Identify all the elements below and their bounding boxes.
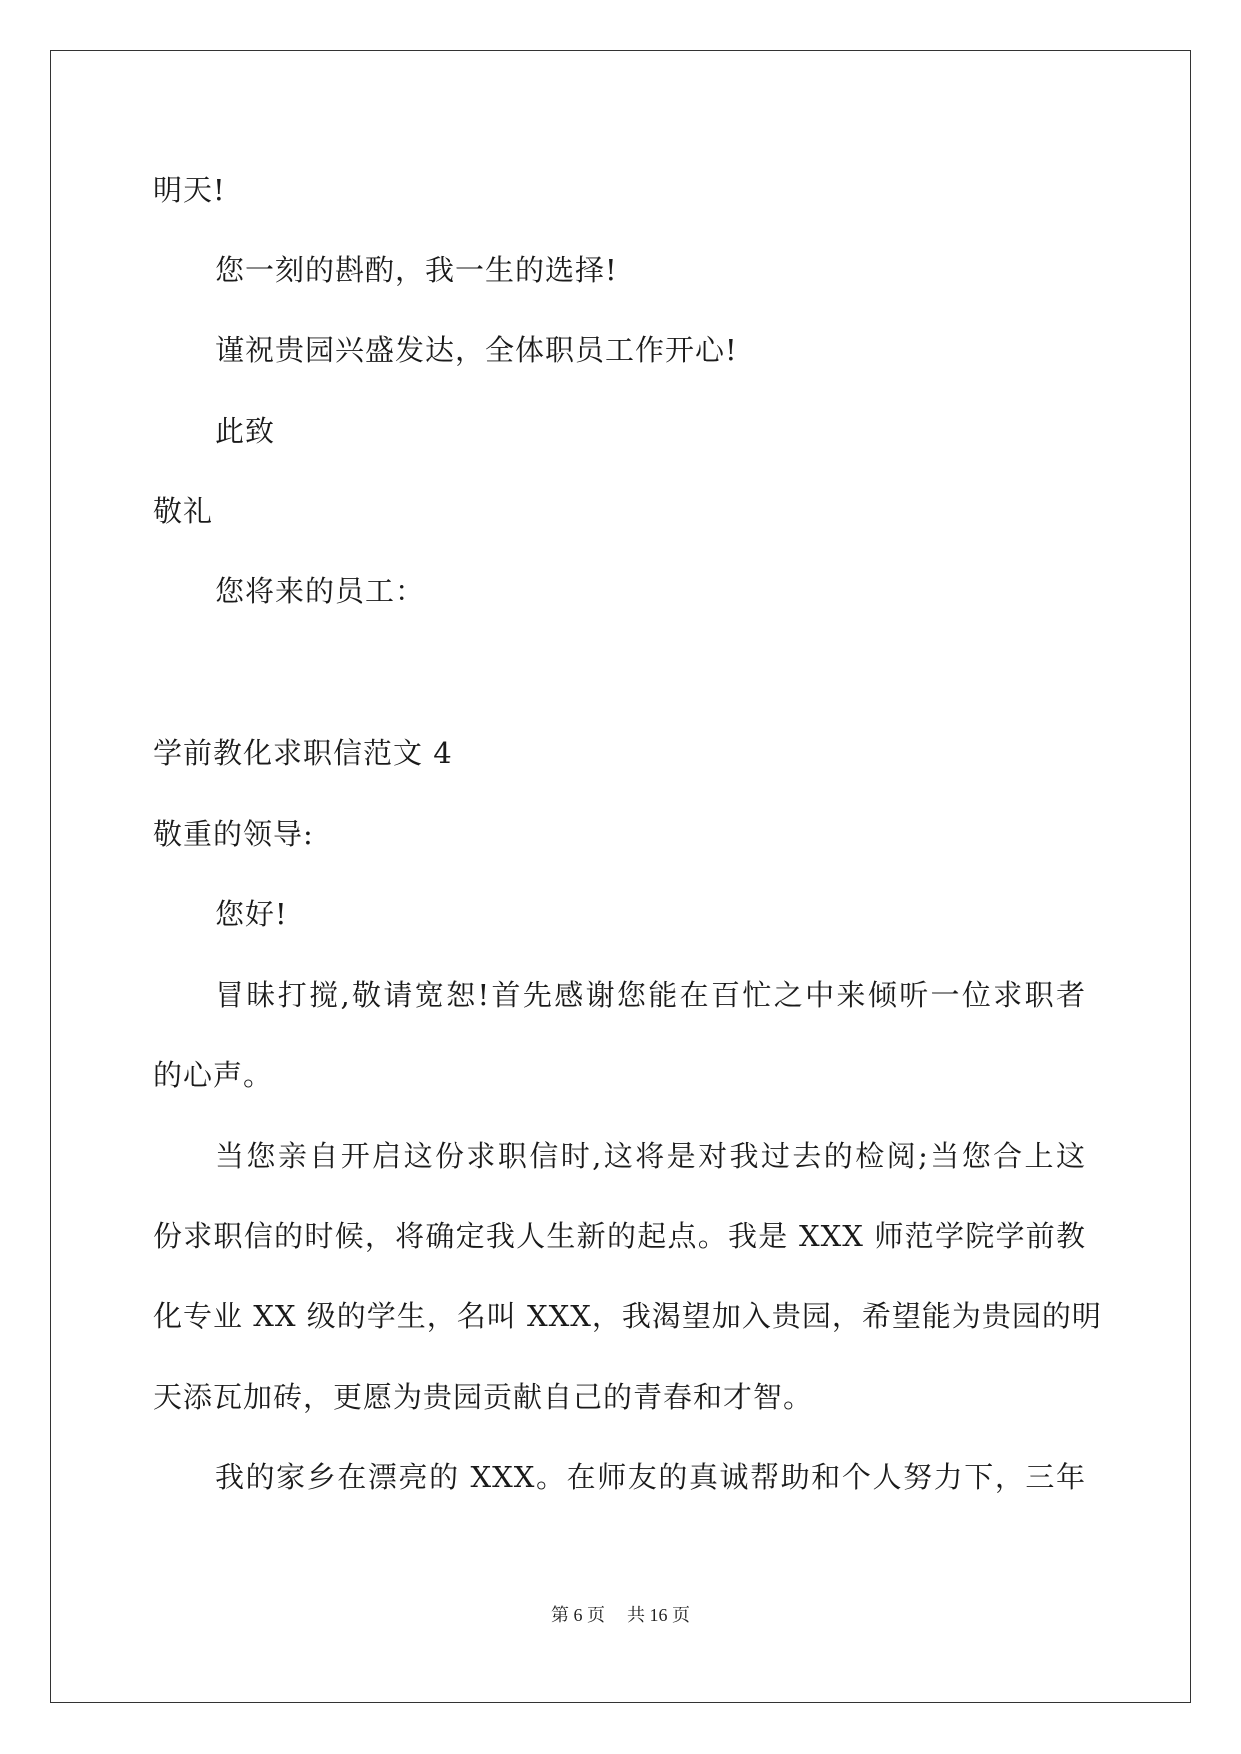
text-line: 冒昧打搅,敬请宽恕!首先感谢您能在百忙之中来倾听一位求职者: [215, 978, 1086, 1012]
text-line: 我的家乡在漂亮的 XXX。在师友的真诚帮助和个人努力下，三年: [215, 1460, 1086, 1494]
page-border: [50, 50, 1191, 1703]
text-line: 明天!: [153, 173, 226, 207]
salutation-closing: 敬礼: [153, 494, 214, 528]
section-heading: 学前教化求职信范文 4: [153, 736, 453, 770]
text-line: 天添瓦加砖，更愿为贵园贡献自己的青春和才智。: [153, 1380, 814, 1414]
closing-phrase: 此致: [215, 414, 276, 448]
text-line: 您好!: [215, 897, 288, 931]
text-line: 谨祝贵园兴盛发达，全体职员工作开心!: [215, 333, 738, 367]
page-total: 共 16 页: [627, 1605, 690, 1625]
text-line: 的心声。: [153, 1058, 274, 1092]
text-line: 化专业 XX 级的学生，名叫 XXX，我渴望加入贵园，希望能为贵园的明: [153, 1299, 1102, 1333]
page-footer: [0, 1603, 1241, 1627]
signature-label: 您将来的员工：: [215, 574, 426, 608]
text-line: 当您亲自开启这份求职信时,这将是对我过去的检阅;当您合上这: [215, 1139, 1086, 1173]
page-number: 第 6 页: [551, 1605, 605, 1625]
text-line: 份求职信的时候，将确定我人生新的起点。我是 XXX 师范学院学前教: [153, 1219, 1086, 1253]
text-line: 您一刻的斟酌，我一生的选择!: [215, 253, 618, 287]
letter-greeting: 敬重的领导:: [153, 817, 314, 851]
